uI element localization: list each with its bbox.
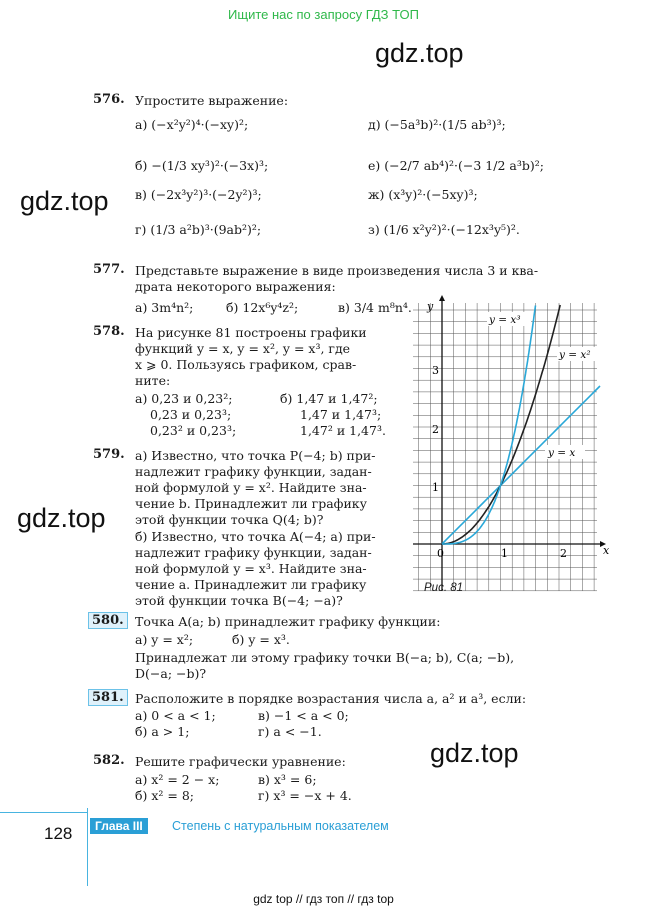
exercise-item: г) x³ = −x + 4. [258, 788, 352, 803]
origin-label: 0 [437, 547, 444, 560]
exercise-text: На рисунке 81 построены графики [135, 325, 367, 340]
page-number: 128 [44, 824, 73, 843]
curve-y-eq-x [442, 386, 600, 544]
exercise-text: чение b. Принадлежит ли графику [135, 496, 367, 511]
curve-label-x: y = x [548, 447, 576, 459]
exercise-item: а) 0 < a < 1; [135, 708, 216, 723]
exercise-text: x ⩾ 0. Пользуясь графиком, срав- [135, 357, 357, 372]
y-axis-arrow [439, 295, 445, 301]
exercise-text: ной формулой y = x². Найдите зна- [135, 480, 367, 495]
exercise-item: з) (1/6 x²y²)²·(−12x³y⁵)². [368, 222, 520, 237]
top-banner-link[interactable]: Ищите нас по запросу ГДЗ ТОП [228, 7, 419, 22]
exercise-text: драта некоторого выражения: [135, 279, 336, 294]
exercise-number: 576. [93, 92, 125, 107]
y-tick-label: 1 [432, 481, 439, 494]
exercise-text: функций y = x, y = x², y = x³, где [135, 341, 351, 356]
exercise-item: 0,23 и 0,23³; [150, 407, 232, 422]
exercise-item: в) 3/4 m⁸n⁴. [338, 300, 412, 315]
exercise-item: 1,47 и 1,47³; [300, 407, 382, 422]
exercise-item: б) −(1/3 xy³)²·(−3x)³; [135, 158, 269, 173]
exercise-item: б) a > 1; [135, 724, 190, 739]
exercise-item: а) 3m⁴n²; [135, 300, 194, 315]
exercise-item: ж) (x³y)²·(−5xy)³; [368, 187, 478, 202]
exercise-number: 582. [93, 753, 125, 768]
exercise-text: а) Известно, что точка P(−4; b) при- [135, 448, 376, 463]
exercise-text: этой функции точка B(−4; −a)? [135, 593, 343, 608]
exercise-number-boxed: 581. [88, 689, 128, 706]
figure-81-graph [405, 295, 610, 595]
exercise-item: а) x² = 2 − x; [135, 772, 220, 787]
exercise-item: б) 12x⁶y⁴z²; [226, 300, 299, 315]
x-axis-label: x [603, 544, 610, 557]
exercise-item: 1,47² и 1,47³. [300, 423, 386, 438]
exercise-item: в) x³ = 6; [258, 772, 317, 787]
exercise-text: чение a. Принадлежит ли графику [135, 577, 367, 592]
exercise-item: д) (−5a³b)²·(1/5 ab³)³; [368, 117, 506, 132]
exercise-item: а) (−x²y²)⁴·(−xy)²; [135, 117, 249, 132]
footer-vertical-rule [87, 808, 88, 886]
exercise-item: в) (−2x³y²)³·(−2y²)³; [135, 187, 262, 202]
curve-y-eq-x2 [442, 305, 560, 544]
exercise-text: надлежит графику функции, задан- [135, 545, 372, 560]
x-tick-label: 1 [501, 547, 508, 560]
exercise-item: в) −1 < a < 0; [258, 708, 349, 723]
y-tick-label: 2 [432, 423, 439, 436]
watermark: gdz.top [20, 186, 109, 216]
watermark: gdz.top [17, 503, 106, 533]
exercise-text: Расположите в порядке возрастания числа a, a² и a³, если: [135, 691, 527, 706]
exercise-item: б) y = x³. [232, 632, 290, 647]
exercise-item: б) x² = 8; [135, 788, 195, 803]
exercise-text: Упростите выражение: [135, 93, 289, 108]
exercise-item: б) 1,47 и 1,47²; [280, 391, 378, 406]
exercise-text: Решите графически уравнение: [135, 754, 346, 769]
exercise-number-boxed: 580. [88, 612, 128, 629]
exercise-item: е) (−2/7 ab⁴)²·(−3 1/2 a³b)²; [368, 158, 544, 173]
chapter-title: Степень с натуральным показателем [172, 819, 389, 833]
exercise-text: этой функции точка Q(4; b)? [135, 512, 324, 527]
exercise-text: Представьте выражение в виде произведения числа 3 и ква- [135, 263, 539, 278]
figure-caption: Рис. 81 [424, 582, 463, 594]
curve-label-x3: y = x³ [489, 314, 521, 326]
x-tick-label: 2 [560, 547, 567, 560]
exercise-text: ной формулой y = x³. Найдите зна- [135, 561, 367, 576]
exercise-number: 577. [93, 262, 125, 277]
y-tick-label: 3 [432, 364, 439, 377]
watermark: gdz.top [375, 38, 464, 68]
exercise-number: 579. [93, 447, 125, 462]
exercise-text: D(−a; −b)? [135, 666, 207, 681]
watermark: gdz.top [430, 738, 519, 768]
exercise-text: Точка A(a; b) принадлежит графику функции: [135, 614, 441, 629]
exercise-item: 0,23² и 0,23³; [150, 423, 237, 438]
chapter-badge: Глава III [90, 818, 148, 834]
exercise-number: 578. [93, 324, 125, 339]
y-axis-label: y [427, 300, 434, 313]
exercise-item: г) (1/3 a²b)³·(9ab²)²; [135, 222, 262, 237]
footer-rule [0, 812, 88, 813]
curve-label-x2: y = x² [559, 349, 591, 361]
exercise-item: г) a < −1. [258, 724, 322, 739]
exercise-text: б) Известно, что точка A(−4; a) при- [135, 529, 376, 544]
exercise-item: а) y = x²; [135, 632, 194, 647]
bottom-links[interactable]: gdz top // гдз топ // гдз top [253, 892, 394, 906]
exercise-text: надлежит графику функции, задан- [135, 464, 372, 479]
exercise-text: Принадлежат ли этому графику точки B(−a; b), C(a; −b), [135, 650, 515, 665]
exercise-text: ните: [135, 373, 171, 388]
exercise-item: а) 0,23 и 0,23²; [135, 391, 233, 406]
